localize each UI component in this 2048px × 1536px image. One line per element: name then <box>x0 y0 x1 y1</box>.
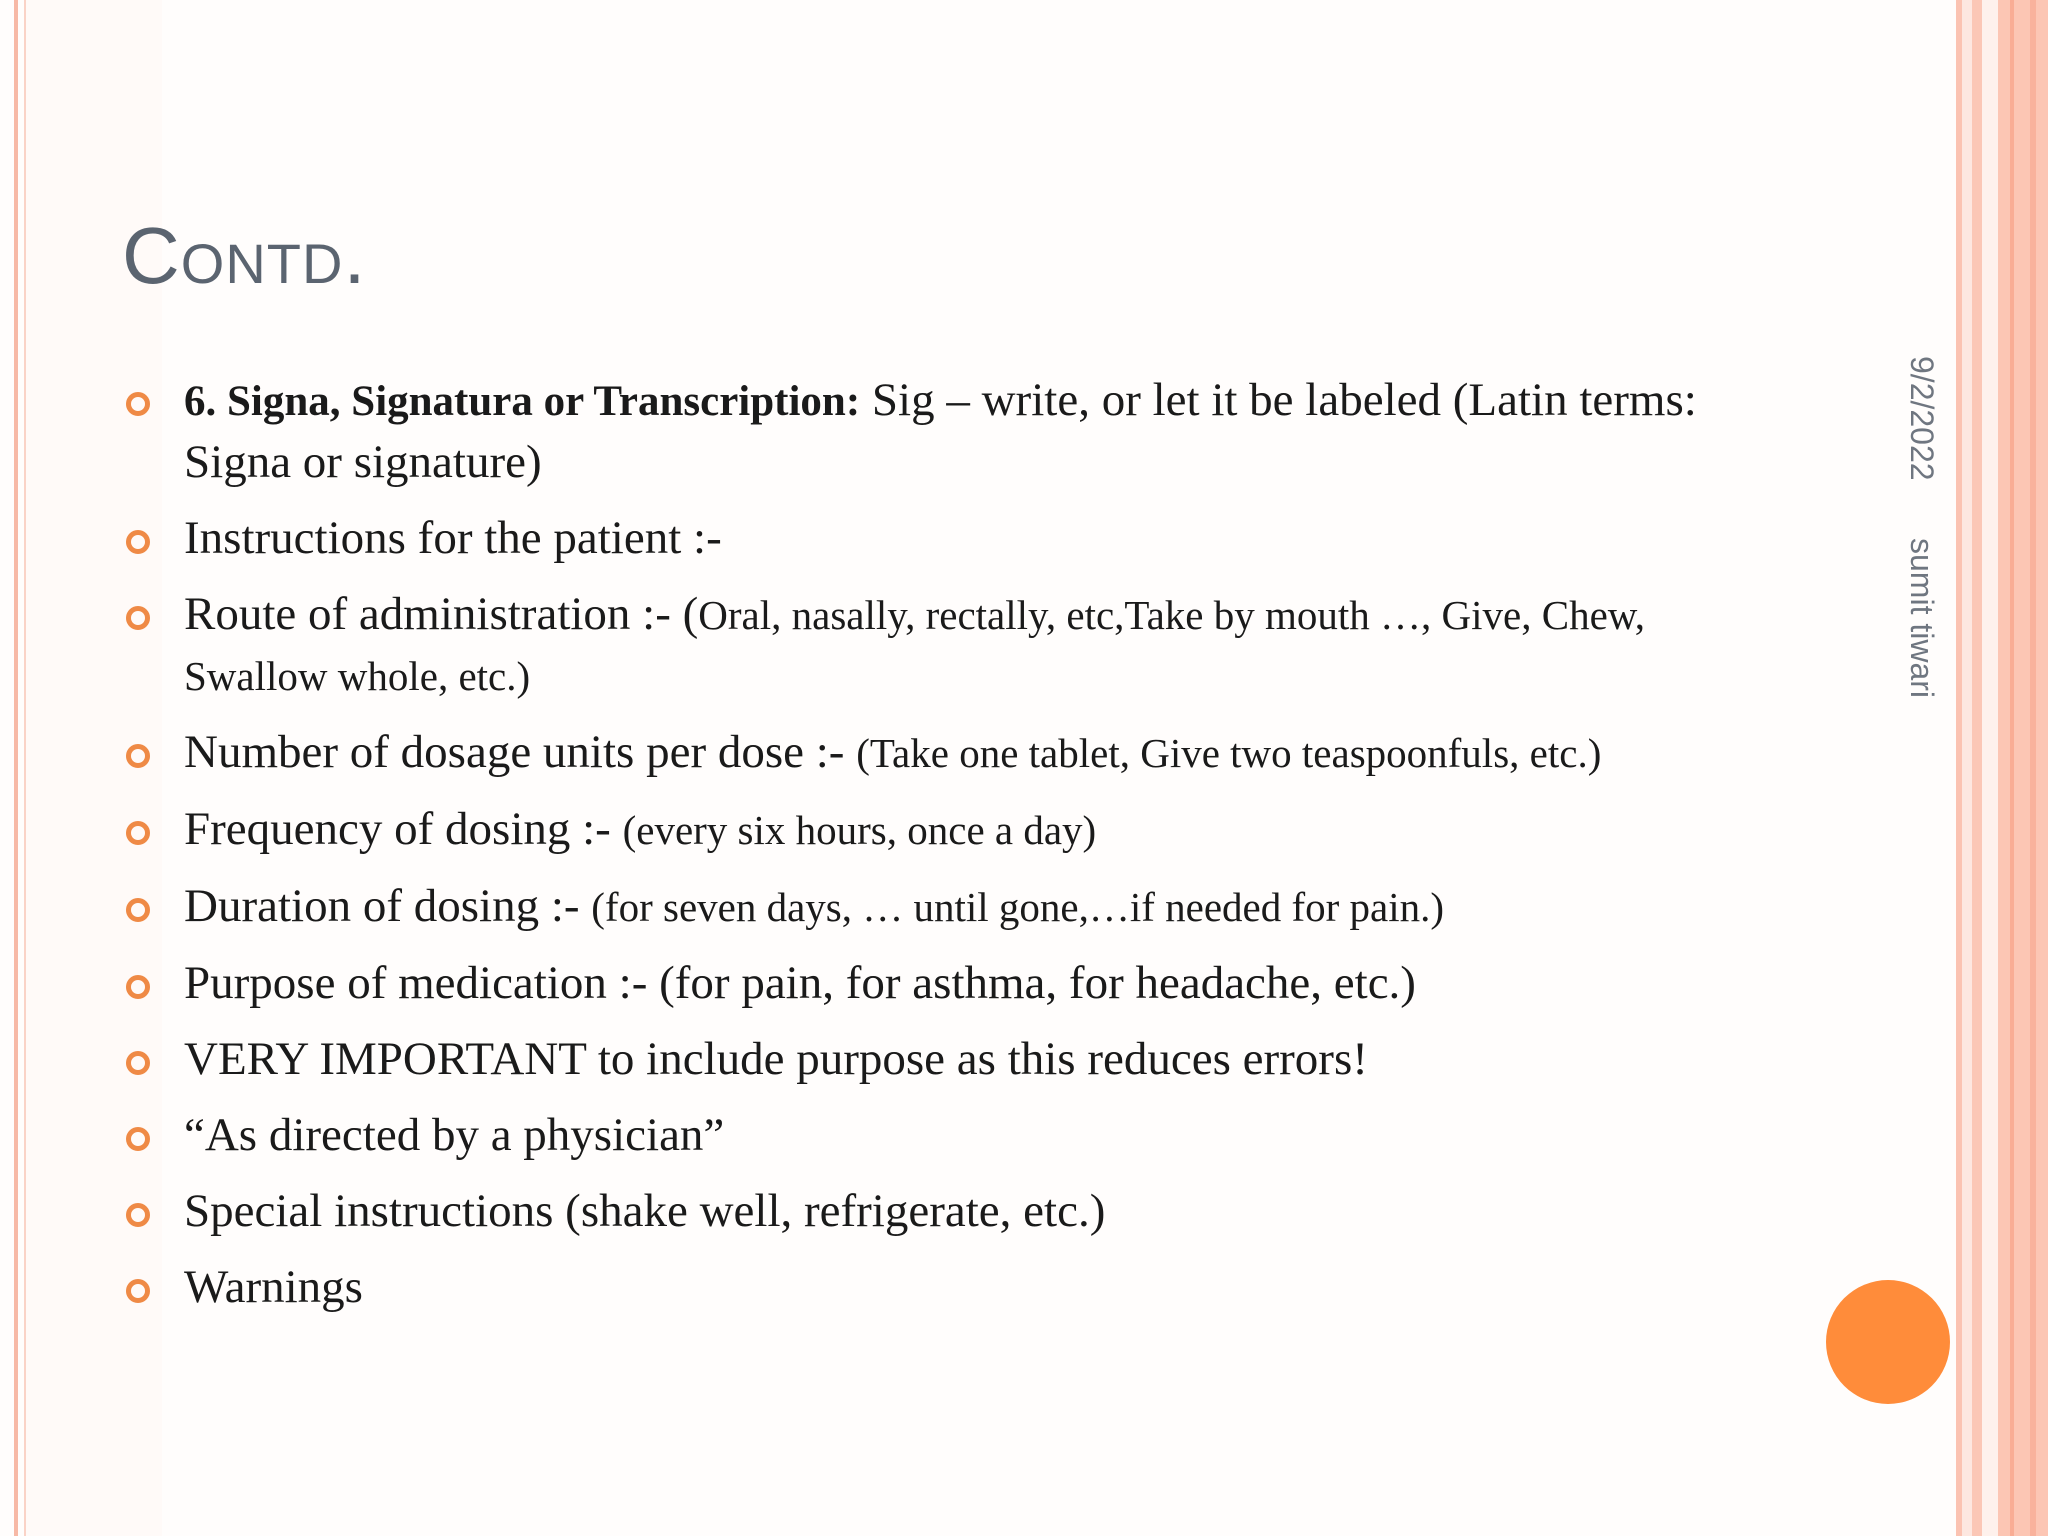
bullet-item <box>120 1181 1760 1241</box>
slide-author: sumit tiwari <box>1904 538 1940 699</box>
bullet-ring-icon <box>126 530 150 554</box>
bullet-text: Purpose of medication :- (for pain, for asthma, for headache, etc.) <box>184 957 1416 1009</box>
bullet-ring-icon <box>126 1127 150 1151</box>
bullet-ring-icon <box>126 606 150 630</box>
bullet-list <box>120 370 1760 1333</box>
bullet-text: Instructions for the patient :- <box>184 512 722 564</box>
bullet-ring-icon <box>126 1279 150 1303</box>
right-stripe <box>2010 0 2014 1536</box>
bullet-ring-icon <box>126 392 150 416</box>
bullet-ring-icon <box>126 821 150 845</box>
bullet-item <box>120 1257 1760 1317</box>
bullet-bold-text: 6. Signa, Signatura or Transcription: <box>184 378 861 425</box>
bullet-ring-icon <box>126 898 150 922</box>
bullet-ring-icon <box>126 975 150 999</box>
right-stripe <box>1982 0 1998 1536</box>
right-stripe <box>1972 0 1982 1536</box>
bullet-ring-icon <box>126 744 150 768</box>
bullet-item <box>120 370 1760 492</box>
right-stripe <box>1998 0 2048 1536</box>
bullet-text: Route of administration :- ( <box>184 588 699 640</box>
bullet-detail-text: Oral, nasally, rectally, etc,Take by mouth …, Give, Chew, Swallow whole, etc.) <box>184 592 1645 699</box>
bullet-text: Warnings <box>184 1261 363 1313</box>
bullet-item <box>120 799 1760 860</box>
bullet-item <box>120 876 1760 937</box>
bullet-text: “As directed by a physician” <box>184 1109 725 1161</box>
bullet-item <box>120 1105 1760 1165</box>
bullet-text: Duration of dosing :- <box>184 880 592 932</box>
bullet-ring-icon <box>126 1051 150 1075</box>
bullet-text: Frequency of dosing :- <box>184 803 623 855</box>
right-stripe <box>1962 0 1972 1536</box>
decorative-circle <box>1826 1280 1950 1404</box>
bullet-detail-text: (Take one tablet, Give two teaspoonfuls, etc.) <box>856 730 1602 776</box>
bullet-ring-icon <box>126 1203 150 1227</box>
slide-date: 9/2/2022 <box>1904 356 1940 481</box>
bullet-detail-text: (for seven days, … until gone,…if needed for pain.) <box>591 884 1445 930</box>
bullet-item <box>120 722 1760 783</box>
bullet-item <box>120 508 1760 568</box>
bullet-text: Number of dosage units per dose :- <box>184 726 857 778</box>
bullet-detail-text: (every six hours, once a day) <box>622 807 1097 853</box>
bullet-item <box>120 1029 1760 1089</box>
bullet-item <box>120 953 1760 1013</box>
right-stripe <box>2030 0 2036 1536</box>
bullet-text: Sig – write, or let it be labeled (Latin terms: Signa or signature) <box>184 374 1697 488</box>
bullet-text: VERY IMPORTANT to include purpose as this reduces errors! <box>184 1033 1368 1085</box>
slide-title: Contd. <box>122 211 367 300</box>
bullet-item <box>120 584 1760 706</box>
left-border-line <box>14 0 18 1536</box>
bullet-text: Special instructions (shake well, refrigerate, etc.) <box>184 1185 1106 1237</box>
